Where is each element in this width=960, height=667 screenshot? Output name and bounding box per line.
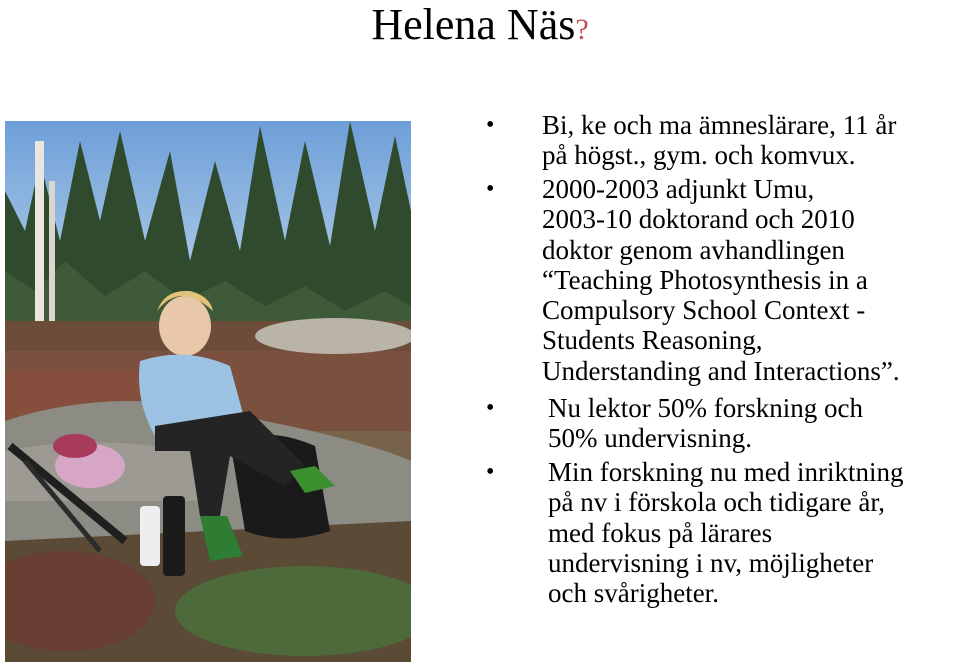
bullet-line: Understanding and Interactions”. [542, 355, 900, 386]
bullet-line: 2000-2003 adjunkt Umu, [542, 174, 815, 204]
bullet-line: Compulsory School Context - [542, 295, 866, 326]
title-question-mark: ? [575, 13, 589, 46]
bullet-line: “Teaching Photosynthesis in a [542, 264, 868, 295]
bullet-line: Bi, ke och ma ämneslärare, 11 år [542, 110, 897, 140]
bullet-symbol: • [486, 395, 495, 421]
bullet-item [486, 457, 960, 609]
bullet-line: och svårigheter. [548, 578, 719, 609]
bullet-symbol: • [486, 112, 495, 138]
bullet-line: Students Reasoning, [542, 325, 763, 356]
bullet-line: 2003-10 doktorand och 2010 [542, 204, 855, 235]
bullet-item [486, 393, 960, 454]
bullet-line: Nu lektor 50% forskning och [548, 393, 863, 423]
bullet-line: på nv i förskola och tidigare år, [548, 487, 886, 518]
bullet-line: på högst., gym. och komvux. [542, 140, 856, 171]
slide-title [0, 0, 960, 55]
bullet-line: doktor genom avhandlingen [542, 234, 845, 265]
bullet-item [486, 174, 960, 386]
bullet-item [486, 110, 960, 171]
bullet-symbol: • [486, 459, 495, 485]
bullet-line: 50% undervisning. [548, 423, 752, 454]
bullet-symbol: • [486, 176, 495, 202]
bullet-line: undervisning i nv, möjligheter [548, 547, 874, 578]
title-text: Helena Näs [371, 0, 576, 49]
bullet-line: med fokus på lärares [548, 517, 773, 548]
portrait-photo [5, 121, 411, 662]
bullet-line: Min forskning nu med inriktning [548, 457, 904, 487]
